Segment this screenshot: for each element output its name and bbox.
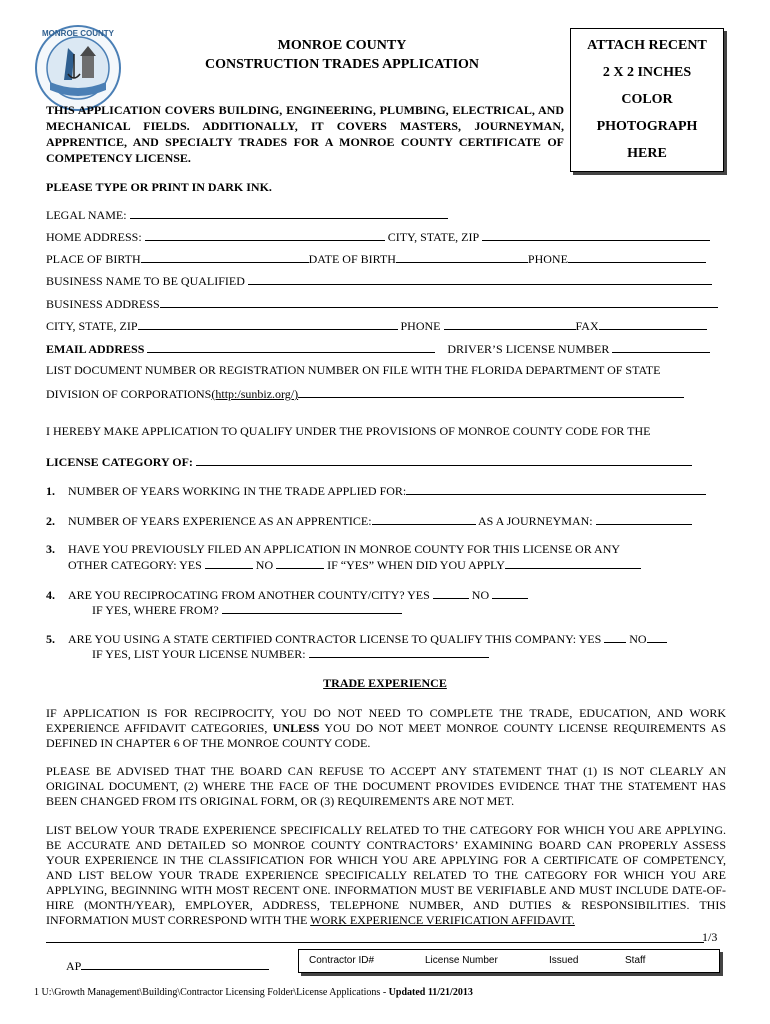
place-of-birth-field[interactable] — [141, 251, 309, 263]
date-of-birth-label: DATE OF BIRTH — [308, 252, 396, 266]
drivers-license-field[interactable] — [612, 341, 710, 353]
q1-label: NUMBER OF YEARS WORKING IN THE TRADE APPLIED FOR: — [68, 484, 407, 498]
question-3 — [46, 542, 620, 557]
business-name-label: BUSINESS NAME TO BE QUALIFIED — [46, 274, 245, 288]
q2-journeyman-field[interactable] — [596, 513, 692, 525]
photo-box-line1: ATTACH RECENT — [587, 38, 707, 53]
doc-number-line1: LIST DOCUMENT NUMBER OR REGISTRATION NUMBER ON FILE WITH THE FLORIDA DEPARTMENT OF STATE — [46, 363, 661, 377]
photo-box-line3: COLOR — [621, 92, 673, 107]
office-use-box — [298, 949, 720, 973]
business-address-row — [46, 296, 718, 312]
home-city-field[interactable] — [482, 229, 710, 241]
question-3-cont — [68, 557, 641, 573]
page-number: 1/3 — [702, 930, 718, 944]
business-name-field[interactable] — [248, 273, 712, 285]
advisory-paragraph: PLEASE BE ADVISED THAT THE BOARD CAN REFUSE TO ACCEPT ANY STATEMENT THAT (1) IS NOT CLEARLY AN ORIGINAL DOCUMENT, (2) WHERE THE FACE OF THE DOCUMENT PROVIDES EVIDENCE THAT THE STATEMENT HAS BEEN CHANGED FROM ITS ORIGINAL FORM, OR (3) REQUIREMENTS ARE NOT MET. — [46, 764, 726, 808]
business-address-field[interactable] — [160, 296, 718, 308]
license-number-label: License Number — [425, 955, 498, 966]
issued-label: Issued — [549, 955, 579, 966]
business-name-row — [46, 273, 712, 289]
sunbiz-link[interactable]: (http:/sunbiz.org/) — [211, 387, 299, 401]
license-category-field[interactable] — [196, 454, 692, 466]
place-of-birth-label: PLACE OF BIRTH — [46, 252, 141, 266]
q4-yes-field[interactable] — [433, 587, 469, 599]
question-4-cont — [92, 602, 402, 618]
business-city-label: CITY, STATE, ZIP — [46, 319, 138, 333]
reciprocity-text-a: IF APPLICATION IS FOR RECIPROCITY, YOU DO NOT NEED TO COMPLETE THE TRADE, EDUCATION, AND WORK EXPERIENCE AFFIDAVIT CATEGORIES, — [46, 706, 726, 735]
doc-number-row — [46, 386, 684, 402]
q3-line1: HAVE YOU PREVIOUSLY FILED AN APPLICATION IN MONROE COUNTY FOR THIS LICENSE OR ANY — [68, 542, 621, 556]
affidavit-underline — [46, 942, 704, 943]
q1-field[interactable] — [406, 483, 706, 495]
file-path: 1 U:\Growth Management\Building\Contractor Licensing Folder\License Applications - — [34, 987, 389, 998]
footer-path — [34, 987, 473, 998]
experience-instructions-text: LIST BELOW YOUR TRADE EXPERIENCE SPECIFICALLY RELATED TO THE CATEGORY FOR WHICH YOU ARE APPLYING. BE ACCURATE AND DETAILED SO MONROE COUNTY CONTRACTORS’ EXAMINING BOARD CAN PROPERLY ASSESS YOUR EXPERIENCE IN THE CLASSIFICATION FOR WHICH YOU ARE APPLYING FOR A CERTIFICATE OF COMPETENCY, AND LIST BELOW YOUR TRADE EXPERIENCE SPECIFICALLY RELATED TO THE CATEGORY FOR WHICH YOU ARE APPLYING, BEGINNING WITH MOST RECENT ONE. INFORMATION MUST BE VERIFIABLE AND MUST INCLUDE DATE-OF-HIRE (MONTH/YEAR), EMPLOYER, ADDRESS, TELEPHONE NUMBER, AND DUTIES & RESPONSIBILITIES. THIS INFORMATION MUST CORRESPOND WITH THE — [46, 823, 726, 927]
svg-text:MONROE COUNTY: MONROE COUNTY — [42, 29, 114, 38]
email-row — [46, 341, 710, 357]
reciprocity-paragraph — [46, 706, 726, 751]
q5-yes-field[interactable] — [604, 631, 626, 643]
legal-name-row — [46, 207, 448, 223]
home-address-row — [46, 229, 710, 245]
ap-label: AP — [66, 959, 82, 973]
legal-name-label: LEGAL NAME: — [46, 208, 127, 222]
photo-box — [570, 28, 724, 172]
phone-field[interactable] — [568, 251, 706, 263]
question-2 — [46, 513, 692, 529]
home-address-label: HOME ADDRESS: — [46, 230, 142, 244]
q5-no-label: NO — [629, 632, 647, 646]
date-of-birth-field[interactable] — [396, 251, 528, 263]
ap-row — [66, 958, 269, 974]
q4-where-field[interactable] — [222, 602, 402, 614]
birth-row — [46, 251, 706, 267]
photo-box-line5: HERE — [627, 146, 667, 161]
ink-note: PLEASE TYPE OR PRINT IN DARK INK. — [46, 180, 272, 194]
q2-number: 2. — [46, 514, 55, 528]
question-4 — [46, 587, 528, 603]
q5-list-field[interactable] — [309, 646, 489, 658]
scope-statement: THIS APPLICATION COVERS BUILDING, ENGINEERING, PLUMBING, ELECTRICAL, AND MECHANICAL FIELDS. ADDITIONALLY, IT COVERS MASTERS, JOURNEYMAN, APPRENTICE, AND SPECIALTY TRADES FOR A MONROE COUNTY CERTIFICATE OF COMPETENCY LICENSE. — [46, 103, 564, 165]
q3-when-label: IF “YES” WHEN DID YOU APPLY — [327, 558, 505, 572]
legal-name-field[interactable] — [130, 207, 448, 219]
q3-no-field[interactable] — [276, 557, 324, 569]
drivers-license-label: DRIVER’S LICENSE NUMBER — [447, 342, 610, 356]
q3-number: 3. — [46, 542, 55, 556]
business-city-field[interactable] — [138, 318, 398, 330]
q5-line1: ARE YOU USING A STATE CERTIFIED CONTRACTOR LICENSE TO QUALIFY THIS COMPANY: YES — [68, 632, 602, 646]
form-title-line1: MONROE COUNTY — [277, 38, 407, 53]
q4-line1: ARE YOU RECIPROCATING FROM ANOTHER COUNTY/CITY? YES — [68, 588, 430, 602]
business-address-label: BUSINESS ADDRESS — [46, 297, 160, 311]
q5-list-label: IF YES, LIST YOUR LICENSE NUMBER: — [92, 647, 306, 661]
q3-no-label: NO — [255, 558, 274, 572]
experience-instructions — [46, 823, 726, 928]
business-phone-label: PHONE — [400, 319, 441, 333]
q4-no-label: NO — [471, 588, 490, 602]
q3-when-field[interactable] — [505, 557, 641, 569]
email-label: EMAIL ADDRESS — [46, 342, 145, 356]
photo-box-line4: PHOTOGRAPH — [596, 119, 698, 134]
affidavit-reference: WORK EXPERIENCE VERIFICATION AFFIDAVIT. — [310, 913, 575, 927]
q5-no-field[interactable] — [647, 631, 667, 643]
question-5 — [46, 631, 667, 647]
reciprocity-text-b: YOU DO NOT MEET MONROE COUNTY LICENSE REQUIREMENTS AS DEFINED IN CHAPTER 6 OF THE MONROE COUNTY CODE. — [46, 721, 727, 750]
q3-yes-field[interactable] — [205, 557, 253, 569]
q4-number: 4. — [46, 588, 55, 602]
business-phone-field[interactable] — [444, 318, 576, 330]
fax-field[interactable] — [599, 318, 707, 330]
ap-field[interactable] — [81, 958, 269, 970]
license-category-row — [46, 454, 692, 470]
question-5-cont — [92, 646, 489, 662]
county-seal-logo — [34, 24, 122, 112]
fax-label: FAX — [575, 319, 599, 333]
form-title-line2: CONSTRUCTION TRADES APPLICATION — [204, 57, 480, 72]
q3-other-label: OTHER CATEGORY: YES — [68, 558, 202, 572]
q2-journeyman-label: AS A JOURNEYMAN: — [477, 514, 593, 528]
home-city-label: CITY, STATE, ZIP — [387, 230, 479, 244]
q2-apprentice-label: NUMBER OF YEARS EXPERIENCE AS AN APPRENTICE: — [68, 514, 372, 528]
home-address-field[interactable] — [145, 229, 385, 241]
question-1 — [46, 483, 706, 499]
q4-where-label: IF YES, WHERE FROM? — [92, 603, 219, 617]
staff-label: Staff — [625, 955, 646, 966]
doc-number-field[interactable] — [298, 386, 684, 398]
q1-number: 1. — [46, 484, 55, 498]
q5-number: 5. — [46, 632, 55, 646]
q2-apprentice-field[interactable] — [372, 513, 476, 525]
email-field[interactable] — [147, 341, 435, 353]
phone-label: PHONE — [527, 252, 568, 266]
photo-box-line2: 2 X 2 INCHES — [602, 65, 692, 80]
license-category-label: LICENSE CATEGORY OF: — [46, 455, 193, 469]
application-statement: I HEREBY MAKE APPLICATION TO QUALIFY UNDER THE PROVISIONS OF MONROE COUNTY CODE FOR THE — [46, 424, 651, 438]
updated-date: Updated 11/21/2013 — [388, 987, 473, 998]
contractor-id-label: Contractor ID# — [309, 955, 375, 966]
trade-experience-heading: TRADE EXPERIENCE — [323, 676, 447, 690]
unless-text: UNLESS — [272, 721, 320, 735]
business-city-row — [46, 318, 707, 334]
q4-no-field[interactable] — [492, 587, 528, 599]
doc-number-line2: DIVISION OF CORPORATIONS — [46, 387, 212, 401]
